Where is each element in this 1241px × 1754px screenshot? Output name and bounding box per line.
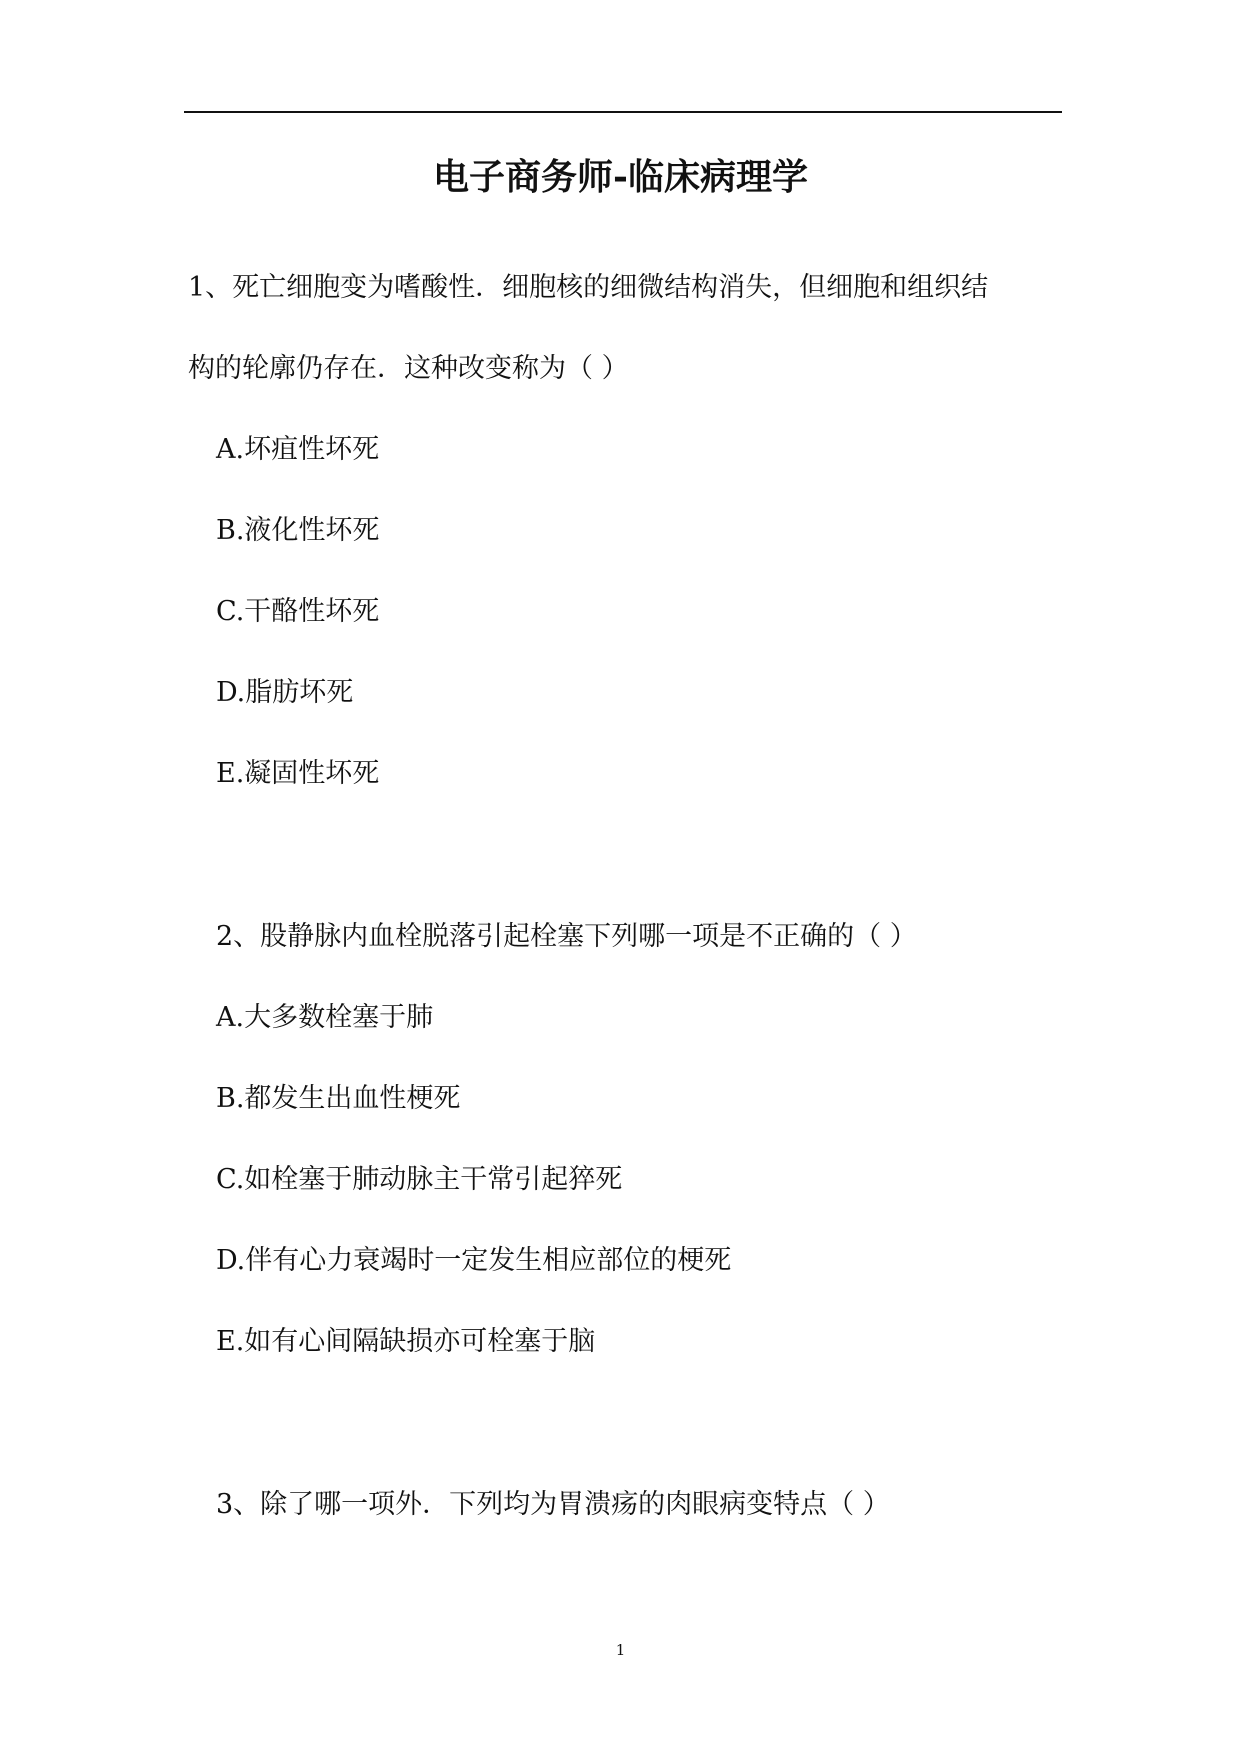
question-2-text: 2、股静脉内血栓脱落引起栓塞下列哪一项是不正确的（ ） — [216, 921, 917, 952]
question-1-text-line-1: 1、死亡细胞变为嗜酸性．细胞核的细微结构消失，但细胞和组织结 — [188, 272, 989, 303]
question-1-option-d: D.脂肪坏死 — [216, 677, 354, 708]
question-2-option-d: D.伴有心力衰竭时一定发生相应部位的梗死 — [216, 1245, 732, 1276]
page-number: 1 — [615, 1641, 626, 1659]
header-rule — [184, 111, 1062, 113]
question-2-option-b: B.都发生出血性梗死 — [216, 1083, 461, 1114]
question-1-option-e: E.凝固性坏死 — [216, 758, 380, 789]
question-1-option-c: C.干酪性坏死 — [216, 596, 380, 627]
question-2-option-c: C.如栓塞于肺动脉主干常引起猝死 — [216, 1164, 623, 1195]
question-2-option-a: A.大多数栓塞于肺 — [216, 1002, 434, 1033]
question-1-option-a: A.坏疽性坏死 — [216, 434, 380, 465]
question-2-option-e: E.如有心间隔缺损亦可栓塞于脑 — [216, 1326, 596, 1357]
question-3-text: 3、除了哪一项外．下列均为胃溃疡的肉眼病变特点（ ） — [216, 1489, 890, 1520]
document-title: 电子商务师-临床病理学 — [433, 156, 808, 198]
question-1-option-b: B.液化性坏死 — [216, 515, 380, 546]
question-1-text-line-2: 构的轮廓仍存在．这种改变称为（ ） — [188, 353, 629, 384]
